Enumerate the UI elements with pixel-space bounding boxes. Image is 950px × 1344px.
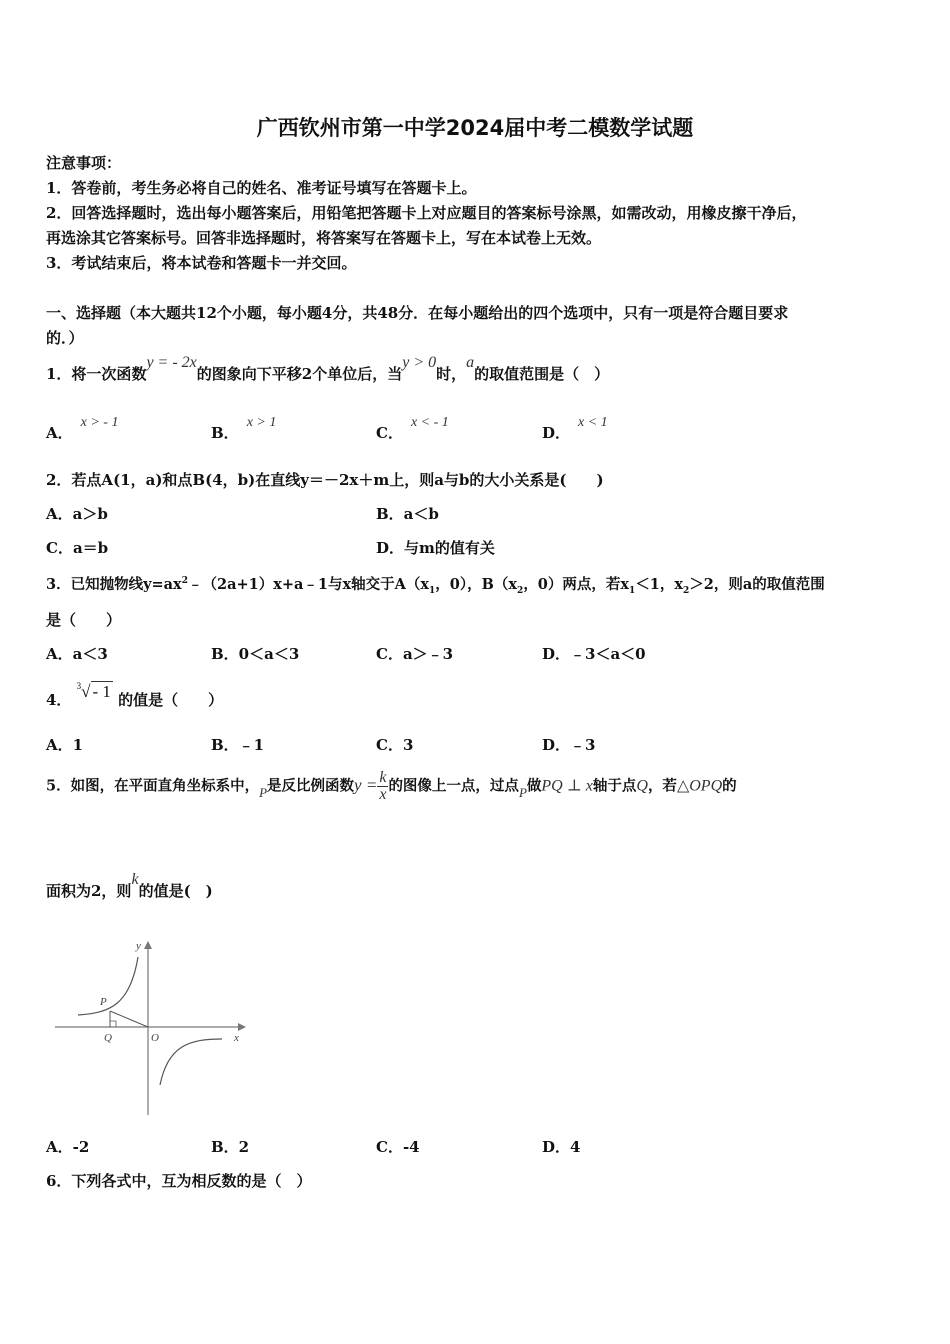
option-math: x > 1 — [246, 415, 277, 430]
q1-text: 的图象向下平移2个单位后，当 — [196, 365, 403, 383]
option-label: D． — [542, 424, 571, 442]
q3-text: ，0）两点，若x — [523, 576, 630, 593]
q5-option-d[interactable]: D．4 — [542, 1138, 581, 1156]
q3-text: ＜1，x — [635, 576, 684, 593]
q5-text: 面积为2，则 — [46, 882, 132, 900]
q3-option-c[interactable]: C．a＞﹣3 — [376, 645, 454, 663]
question-6: 6．下列各式中，互为相反数的是（ ） — [46, 1172, 312, 1190]
q5-point-p: P — [518, 784, 527, 800]
q5-text: 的 — [722, 777, 737, 795]
q4-text: 的值是（ ） — [118, 691, 224, 709]
notice-item: 1．答卷前，考生务必将自己的姓名、准考证号填写在答题卡上。 — [46, 179, 477, 197]
q3-text: ﹣（2a+1）x+a﹣1与x轴交于A（x — [187, 576, 430, 593]
question-5 — [46, 770, 737, 803]
section-heading: 一、选择题（本大题共12个小题，每小题4分，共48分．在每小题给出的四个选项中，只有一项是符合题目要求 — [46, 304, 789, 322]
hyperbola-branch-left — [78, 957, 138, 1015]
hyperbola-branch-right — [160, 1039, 222, 1085]
fraction-denominator: x — [379, 786, 387, 803]
q5-option-a[interactable]: A．-2 — [46, 1138, 90, 1156]
question-1 — [46, 354, 610, 384]
y-axis-arrow — [144, 941, 152, 949]
q1-option-b[interactable] — [211, 415, 277, 443]
q1-text: 1．将一次函数 — [46, 365, 147, 383]
label-y: y — [136, 940, 141, 952]
q5-triangle: △OPQ — [676, 777, 723, 795]
option-label: A． — [46, 424, 73, 442]
q5-fraction — [377, 770, 388, 803]
fraction-numerator: k — [379, 769, 387, 786]
q5-text: ，若 — [647, 777, 677, 795]
option-label: C． — [376, 424, 403, 442]
q4-option-d[interactable]: D．﹣3 — [542, 736, 596, 754]
q1-condition: y > 0 — [402, 354, 437, 371]
section-heading-cont: 的．） — [46, 329, 84, 347]
q3-option-a[interactable]: A．a＜3 — [46, 645, 108, 663]
label-o: O — [151, 1032, 159, 1044]
q2-option-c[interactable]: C．a＝b — [46, 539, 109, 557]
root-index: 3 — [76, 681, 82, 691]
right-angle-mark — [110, 1021, 116, 1027]
q4-cube-root: $^3$√ - 1 — [76, 681, 111, 701]
q5-text: 的值是( ) — [138, 882, 213, 900]
q2-option-d[interactable]: D．与m的值有关 — [376, 539, 495, 557]
q5-point-q: Q — [636, 777, 648, 795]
q1-variable: a — [466, 354, 475, 371]
question-4 — [46, 681, 224, 710]
q4-number: 4． — [46, 691, 72, 709]
q3-option-b[interactable]: B．0＜a＜3 — [211, 645, 300, 663]
q4-option-b[interactable]: B．﹣1 — [211, 736, 265, 754]
q5-option-b[interactable]: B．2 — [211, 1138, 250, 1156]
question-3 — [46, 573, 825, 596]
q5-text: 是反比例函数 — [267, 777, 355, 795]
q5-function: y = — [354, 775, 378, 795]
q3-text: ＞2，则a的取值范围 — [689, 576, 825, 593]
q1-formula: y = - 2x — [146, 354, 197, 371]
q1-option-d[interactable] — [542, 415, 608, 443]
q3-exponent: 2 — [181, 576, 188, 587]
q5-perpendicular: PQ ⊥ x — [541, 777, 593, 795]
q2-option-b[interactable]: B．a＜b — [376, 505, 439, 523]
question-2: 2．若点A(1，a)和点B(4，b)在直线y＝－2x＋m上，则a与b的大小关系是( ) — [46, 471, 604, 489]
q3-subscript: 2 — [683, 585, 690, 596]
q5-point-p: P — [259, 784, 268, 800]
option-math: x < - 1 — [410, 415, 449, 430]
q4-option-c[interactable]: C．3 — [376, 736, 414, 754]
page-title: 广西钦州市第一中学2024届中考二模数学试题 — [256, 116, 694, 140]
q5-text: 轴于点 — [592, 777, 637, 795]
radicand: - 1 — [92, 682, 111, 701]
notice-item: 3．考试结束后，将本试卷和答题卡一并交回。 — [46, 254, 357, 272]
q3-text: ，0），B（x — [435, 576, 518, 593]
q5-text: 的图像上一点，过点 — [388, 777, 519, 795]
q2-option-a[interactable]: A．a＞b — [46, 505, 108, 523]
option-math: x > - 1 — [80, 415, 119, 430]
q5-variable-k: k — [131, 871, 139, 888]
q1-option-c[interactable] — [376, 415, 449, 443]
option-label: B． — [211, 424, 239, 442]
q5-option-c[interactable]: C．-4 — [376, 1138, 420, 1156]
q5-stem-cont — [46, 871, 213, 901]
notice-heading: 注意事项： — [46, 154, 122, 172]
q3-subscript: 1 — [429, 585, 436, 596]
q3-stem-cont: 是（ ） — [46, 611, 122, 629]
q4-option-a[interactable]: A．1 — [46, 736, 84, 754]
q1-text: 时， — [436, 365, 467, 383]
q3-text: 3．已知抛物线y=ax — [46, 576, 182, 593]
q3-subscript: 1 — [629, 585, 636, 596]
label-p: P — [100, 996, 107, 1008]
q1-text: 的取值范围是（ ） — [474, 365, 610, 383]
hyperbola-figure — [50, 935, 250, 1120]
x-axis-arrow — [238, 1023, 246, 1031]
label-x: x — [234, 1032, 239, 1044]
label-q: Q — [104, 1032, 112, 1044]
q5-text: 做 — [526, 777, 542, 795]
q3-option-d[interactable]: D．﹣3＜a＜0 — [542, 645, 646, 663]
option-math: x < 1 — [578, 415, 608, 430]
q5-text: 5．如图，在平面直角坐标系中， — [46, 777, 260, 795]
notice-item: 2．回答选择题时，选出每小题答案后，用铅笔把答题卡上对应题目的答案标号涂黑，如需改动，用橡皮擦干净后， — [46, 204, 807, 222]
q3-subscript: 2 — [517, 585, 524, 596]
q1-option-a[interactable] — [46, 415, 119, 443]
notice-item: 再选涂其它答案标号。回答非选择题时，将答案写在答题卡上，写在本试卷上无效。 — [46, 229, 602, 247]
